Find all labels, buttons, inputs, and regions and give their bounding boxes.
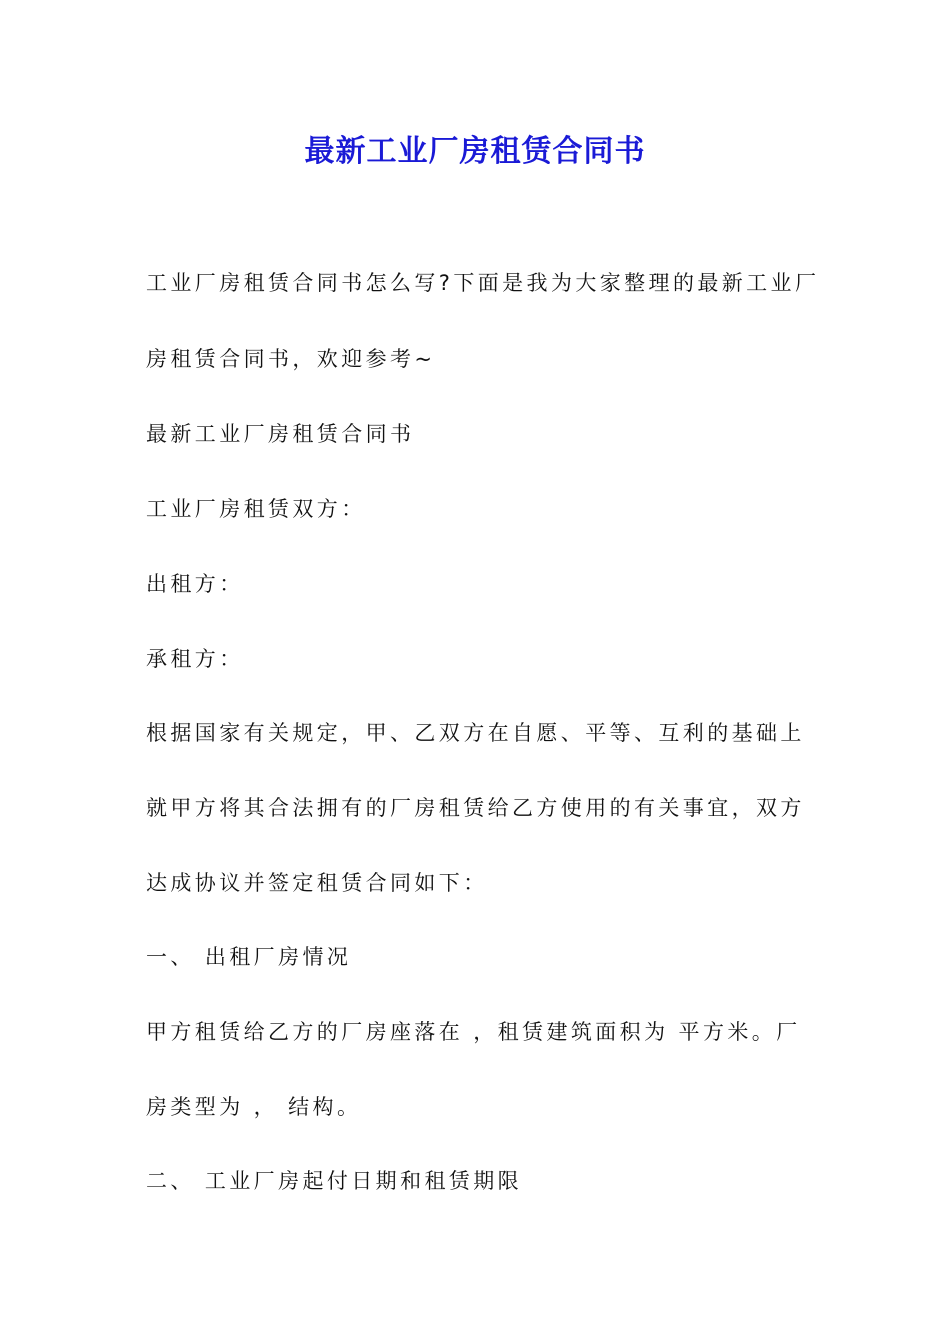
lessee-field: 承租方： [146,647,244,671]
paragraph-line: 甲方租赁给乙方的厂房座落在 ，租赁建筑面积为 平方米。厂 [146,1020,801,1044]
paragraph-line: 房类型为 ， 结构。 [146,1095,362,1119]
section-heading-1: 一、 出租厂房情况 [146,945,352,969]
paragraph-line: 就甲方将其合法拥有的厂房租赁给乙方使用的有关事宜，双方 [146,796,805,820]
parties-heading: 工业厂房租赁双方： [146,497,366,521]
paragraph-line: 达成协议并签定租赁合同如下： [146,871,488,895]
paragraph-line: 根据国家有关规定，甲、乙双方在自愿、平等、互利的基础上 [146,721,805,745]
section-heading-2: 二、 工业厂房起付日期和租赁期限 [146,1169,523,1193]
document-title: 最新工业厂房租赁合同书 [304,134,646,169]
paragraph-line: 工业厂房租赁合同书怎么写?下面是我为大家整理的最新工业厂 [146,271,820,295]
subtitle-line: 最新工业厂房租赁合同书 [146,422,415,446]
lessor-field: 出租方： [146,572,244,596]
paragraph-line: 房租赁合同书，欢迎参考~ [146,347,436,371]
